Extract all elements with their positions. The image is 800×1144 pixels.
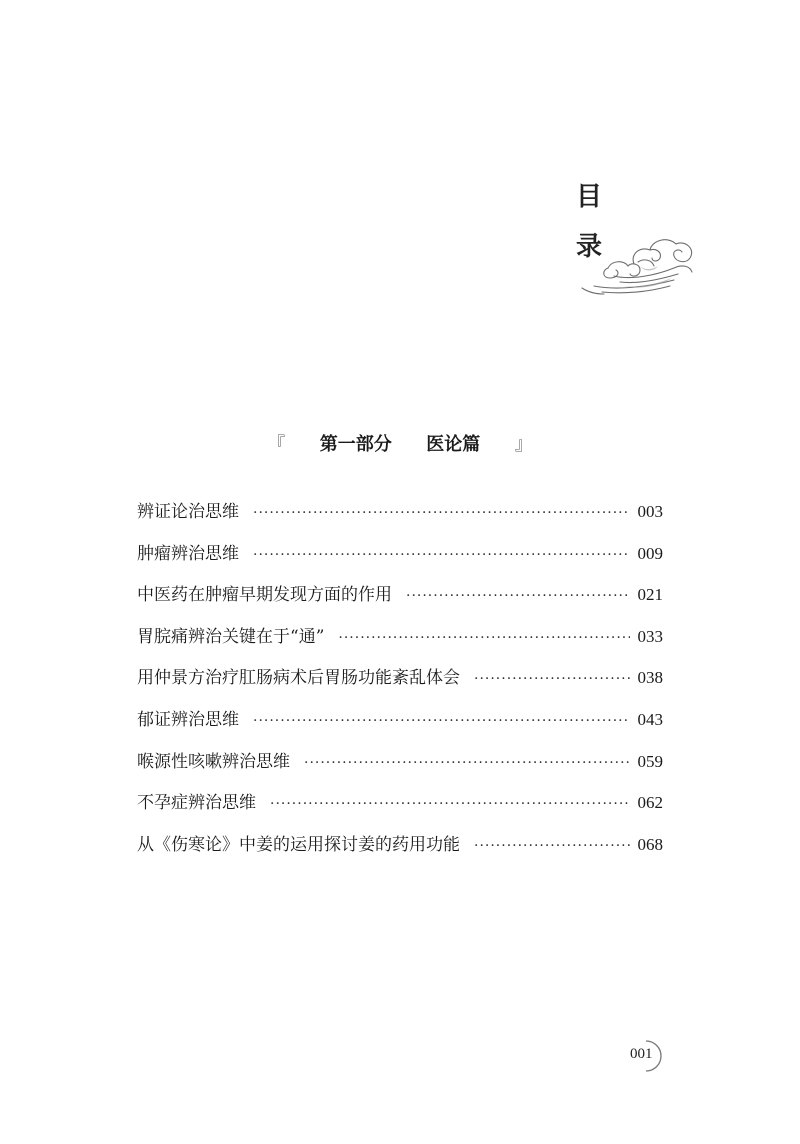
auspicious-cloud-icon [574,226,698,304]
toc-entry[interactable] [137,538,663,580]
toc-entry-page: 021 [637,585,663,605]
toc-entry-title: 辨证论治思维 [137,502,239,522]
toc-dot-leader [474,663,630,695]
table-of-contents [137,496,663,870]
toc-entry-title: 中医药在肿瘤早期发现方面的作用 [137,585,392,606]
section-name: 医论篇 [426,434,481,455]
toc-entry[interactable] [137,621,663,663]
toc-entry-title: 不孕症辨治思维 [137,793,256,814]
toc-dot-leader [253,705,630,737]
toc-dot-leader [304,747,630,779]
toc-entry[interactable] [137,496,663,538]
toc-entry-title: 郁证辨治思维 [137,709,239,730]
toc-dot-leader [474,830,630,862]
section-close-bracket: 』 [514,434,533,455]
toc-entry-page: 059 [637,751,663,771]
toc-entry-title: 从《伤寒论》中姜的运用探讨姜的药用功能 [137,834,460,855]
toc-entry-page: 033 [637,626,663,646]
toc-entry[interactable] [137,662,663,704]
contents-heading-char-2: 录 [576,232,603,262]
section-open-bracket: 『 [267,434,286,455]
toc-entry[interactable] [137,829,663,871]
toc-entry-title: 喉源性咳嗽辨治思维 [137,751,290,772]
toc-entry-title: 用仲景方治疗肛肠病术后胃肠功能紊乱体会 [137,668,460,689]
toc-dot-leader [253,497,630,529]
toc-entry-title: 胃脘痛辨治关键在于“通” [137,626,325,647]
toc-dot-leader [253,539,630,571]
toc-dot-leader [338,622,629,654]
section-title [0,430,800,456]
toc-entry-page: 038 [637,668,663,688]
toc-entry-page: 062 [637,793,663,813]
toc-entry-page: 043 [637,709,663,729]
toc-entry[interactable] [137,704,663,746]
toc-entry[interactable] [137,787,663,829]
page-number: 001 [630,1046,653,1062]
toc-dot-leader [406,580,630,612]
toc-entry-page: 009 [637,543,663,563]
toc-entry[interactable] [137,746,663,788]
section-part: 第一部分 [319,434,392,455]
toc-entry-title: 肿瘤辨治思维 [137,543,239,564]
contents-heading-char-1: 目 [576,182,603,212]
toc-entry-page: 003 [637,502,663,521]
toc-dot-leader [270,788,630,820]
toc-entry-page: 068 [637,834,663,854]
toc-entry[interactable] [137,579,663,621]
